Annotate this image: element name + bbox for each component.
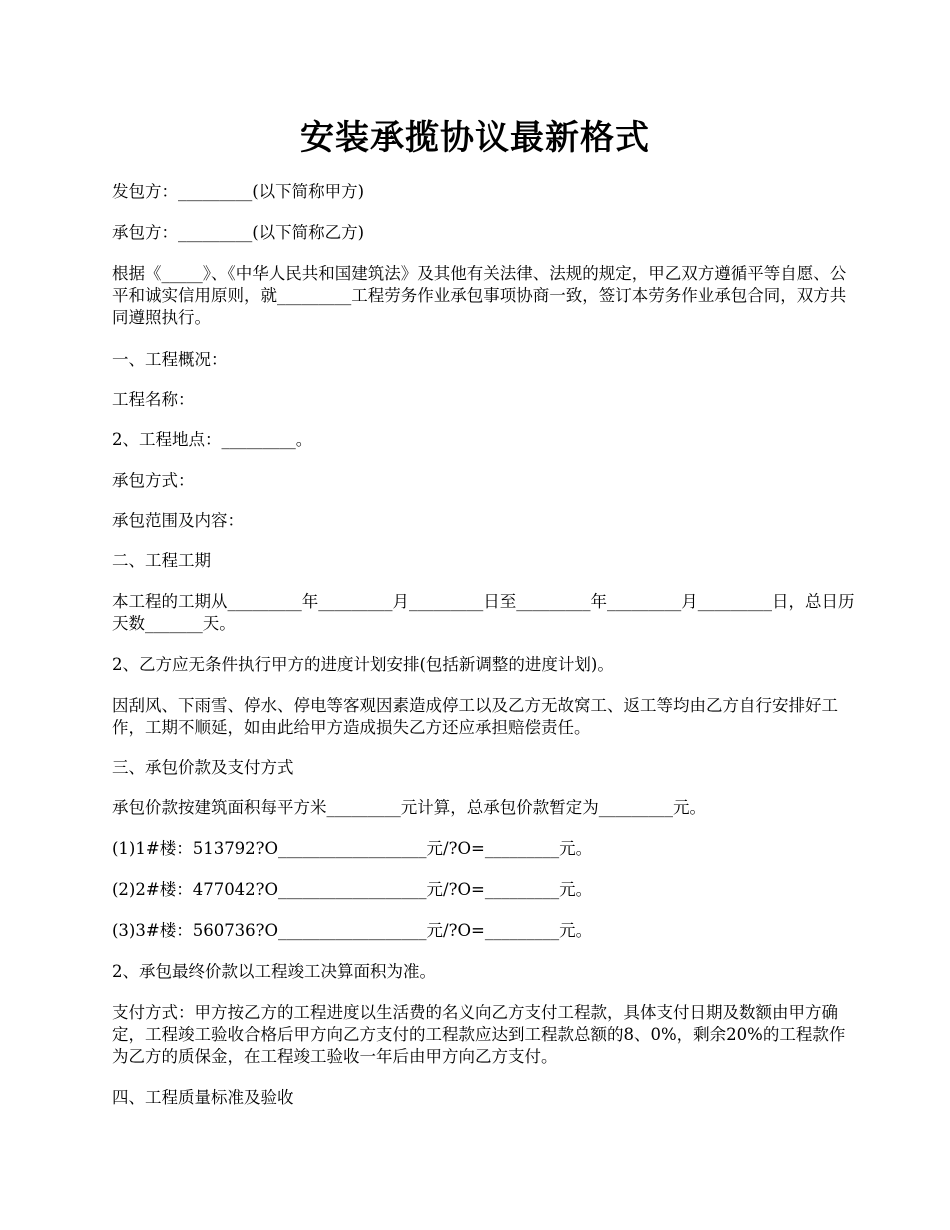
paragraph-payment-method: 支付方式：甲方按乙方的工程进度以生活费的名义向乙方支付工程款，具体支付日期及数额由甲方确定，工程竣工验收合格后甲方向乙方支付的工程款应达到工程款总额的8、0%，剩余20%的工程款作为乙方的质保金，在工程竣工验收一年后由甲方向乙方支付。 (112, 1003, 846, 1066)
heading-quality-acceptance: 四、工程质量标准及验收 (112, 1088, 294, 1107)
paragraph-contract-method: 承包方式： (112, 471, 195, 490)
document-title: 安装承揽协议最新格式 (300, 118, 650, 158)
paragraph-project-location: 2、工程地点：_________。 (112, 430, 313, 449)
paragraph-building-2: (2)2#楼：477042?O__________________元/?O=_________元。 (112, 880, 593, 899)
paragraph-building-3: (3)3#楼：560736?O__________________元/?O=_________元。 (112, 921, 593, 940)
paragraph-delay-liability: 因刮风、下雨雪、停水、停电等客观因素造成停工以及乙方无故窝工、返工等均由乙方自行安排好工作，工期不顺延，如由此给甲方造成损失乙方还应承担赔偿责任。 (112, 696, 838, 737)
paragraph-preamble: 根据《_____》、《中华人民共和国建筑法》及其他有关法律、法规的规定，甲乙双方遵循平等自愿、公平和诚实信用原则，就_________工程劳务作业承包事项协商一致，签订本劳务作业承包合同，双方共同遵照执行。 (112, 264, 847, 327)
heading-project-overview: 一、工程概况： (112, 350, 228, 369)
paragraph-schedule-compliance: 2、乙方应无条件执行甲方的进度计划安排(包括新调整的进度计划)。 (112, 655, 614, 674)
paragraph-final-price: 2、承包最终价款以工程竣工决算面积为准。 (112, 962, 436, 981)
heading-price-payment: 三、承包价款及支付方式 (112, 758, 294, 777)
paragraph-contract-scope: 承包范围及内容： (112, 511, 244, 530)
paragraph-employer: 发包方：_________(以下简称甲方) (112, 182, 365, 201)
paragraph-duration-period: 本工程的工期从_________年_________月_________日至_________年_________月_________日，总日历天数_______天。 (112, 592, 855, 633)
paragraph-unit-price: 承包价款按建筑面积每平方米_________元计算，总承包价款暂定为_________元。 (112, 798, 706, 817)
paragraph-building-1: (1)1#楼：513792?O__________________元/?O=_________元。 (112, 839, 593, 858)
paragraph-contractor: 承包方：_________(以下简称乙方) (112, 223, 365, 242)
heading-project-duration: 二、工程工期 (112, 551, 211, 570)
paragraph-project-name: 工程名称： (112, 390, 195, 409)
